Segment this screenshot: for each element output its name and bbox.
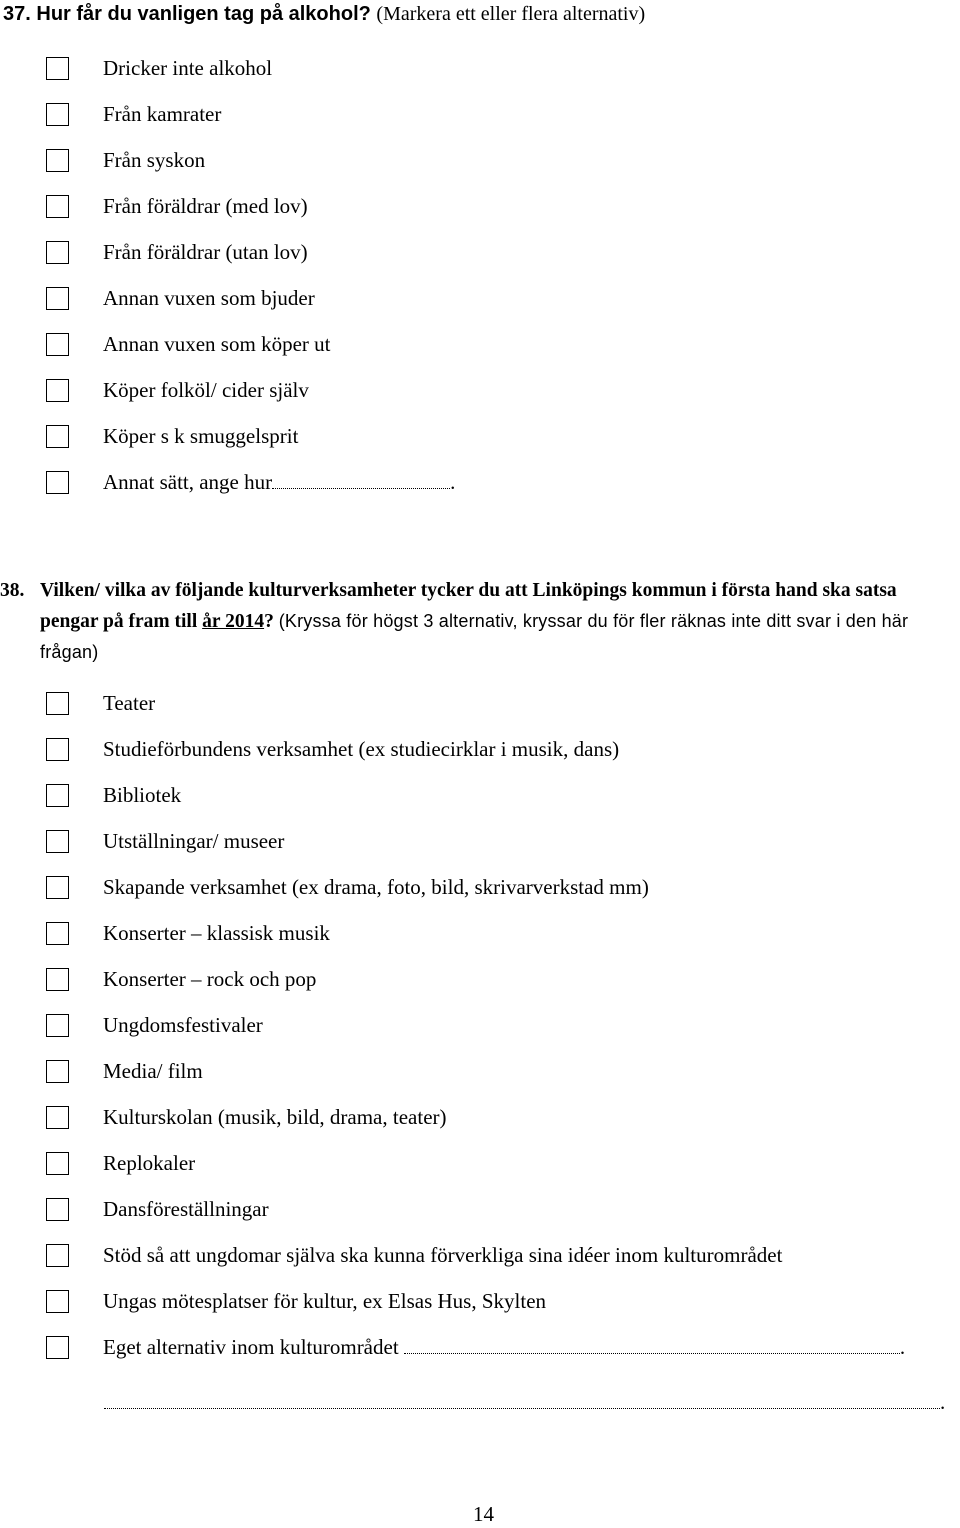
option-row[interactable] [46, 100, 222, 128]
option-label: Dansföreställningar [103, 1197, 269, 1221]
question-37-text: Hur får du vanligen tag på alkohol? [36, 3, 371, 25]
option-row[interactable] [46, 192, 308, 220]
checkbox[interactable] [46, 287, 69, 310]
question-38-number: 38. [0, 580, 25, 601]
option-row[interactable] [46, 1195, 269, 1223]
option-row[interactable] [46, 146, 206, 174]
option-row[interactable] [46, 468, 456, 496]
checkbox[interactable] [46, 195, 69, 218]
option-row[interactable] [46, 330, 331, 358]
option-row[interactable] [46, 873, 649, 901]
question-37-hint: (Markera ett eller flera alternativ) [376, 3, 646, 25]
option-label: Media/ film [103, 1059, 203, 1083]
option-row[interactable] [46, 919, 330, 947]
option-label: Från föräldrar (utan lov) [103, 240, 308, 264]
checkbox[interactable] [46, 692, 69, 715]
option-label: Ungas mötesplatser för kultur, ex Elsas Hus, Skylten [103, 1289, 547, 1313]
question-38-year: år 2014 [202, 611, 265, 632]
option-label: Annan vuxen som bjuder [103, 286, 315, 310]
option-label: Konserter – klassisk musik [103, 921, 330, 945]
checkbox[interactable] [46, 149, 69, 172]
checkbox[interactable] [46, 922, 69, 945]
answer-line[interactable] [104, 1390, 940, 1409]
checkbox[interactable] [46, 968, 69, 991]
option-row[interactable] [46, 284, 315, 312]
option-row[interactable] [46, 965, 317, 993]
option-row[interactable] [46, 1287, 547, 1315]
option-row[interactable] [46, 54, 273, 82]
question-37-number: 37. [3, 3, 31, 25]
option-label: Dricker inte alkohol [103, 56, 273, 80]
option-label: Konserter – rock och pop [103, 967, 317, 991]
option-label: Teater [103, 691, 156, 715]
checkbox[interactable] [46, 1336, 69, 1359]
option-label: Studieförbundens verksamhet (ex studiecirklar i musik, dans) [103, 737, 620, 761]
checkbox[interactable] [46, 425, 69, 448]
option-row[interactable] [46, 1057, 203, 1085]
page-number: 14 [473, 1502, 494, 1526]
answer-line-end: . [450, 470, 456, 494]
checkbox[interactable] [46, 1106, 69, 1129]
checkbox[interactable] [46, 379, 69, 402]
option-label-other [103, 468, 455, 496]
checkbox[interactable] [46, 1244, 69, 1267]
option-label: Skapande verksamhet (ex drama, foto, bild, skrivarverkstad mm) [103, 875, 649, 899]
checkbox[interactable] [46, 1152, 69, 1175]
checkbox[interactable] [46, 1014, 69, 1037]
question-37-title [3, 0, 645, 28]
option-label: Ungdomsfestivaler [103, 1013, 263, 1037]
option-row[interactable] [46, 1333, 906, 1361]
checkbox[interactable] [46, 1290, 69, 1313]
answer-line[interactable] [272, 470, 450, 489]
option-row[interactable] [46, 689, 156, 717]
option-row[interactable] [46, 781, 182, 809]
option-row[interactable] [46, 238, 308, 266]
option-row[interactable] [46, 376, 309, 404]
option-row[interactable] [46, 827, 285, 855]
option-label-text: Eget alternativ inom kulturområdet [103, 1335, 399, 1359]
checkbox[interactable] [46, 1060, 69, 1083]
option-row[interactable] [46, 422, 299, 450]
checkbox[interactable] [46, 830, 69, 853]
option-row[interactable] [46, 1103, 447, 1131]
option-label: Från föräldrar (med lov) [103, 194, 308, 218]
checkbox[interactable] [46, 103, 69, 126]
checkbox[interactable] [46, 333, 69, 356]
option-label: Kulturskolan (musik, bild, drama, teater) [103, 1105, 447, 1129]
option-row[interactable] [46, 1241, 783, 1269]
question-38-qmark: ? [264, 611, 274, 632]
question-38-text: Vilken/ vilka av följande kulturverksamheter tycker du att Linköpings kommun i första hand ska satsa pengar på fram till [40, 580, 897, 632]
option-label-text: Annat sätt, ange hur [103, 470, 273, 494]
option-label: Replokaler [103, 1151, 196, 1175]
option-label: Annan vuxen som köper ut [103, 332, 331, 356]
checkbox[interactable] [46, 876, 69, 899]
answer-continuation-line[interactable] [104, 1388, 945, 1416]
option-label: Bibliotek [103, 783, 182, 807]
answer-line-end: . [899, 1335, 906, 1359]
checkbox[interactable] [46, 471, 69, 494]
option-label: Köper folköl/ cider själv [103, 378, 309, 402]
checkbox[interactable] [46, 1198, 69, 1221]
option-label-other [103, 1333, 905, 1361]
option-label: Från syskon [103, 148, 206, 172]
checkbox[interactable] [46, 784, 69, 807]
question-38-hint: (Kryssa för högst 3 alternativ, kryssar du för fler räknas inte ditt svar i den här frågan) [40, 611, 909, 662]
option-row[interactable] [46, 1149, 196, 1177]
question-38-title [0, 576, 955, 668]
option-row[interactable] [46, 1011, 263, 1039]
checkbox[interactable] [46, 57, 69, 80]
answer-line-end: . [940, 1390, 946, 1414]
checkbox[interactable] [46, 241, 69, 264]
option-row[interactable] [46, 735, 620, 763]
checkbox[interactable] [46, 738, 69, 761]
option-label: Utställningar/ museer [103, 829, 285, 853]
option-label: Från kamrater [103, 102, 222, 126]
option-label: Stöd så att ungdomar själva ska kunna förverkliga sina idéer inom kulturområdet [103, 1243, 783, 1267]
answer-line[interactable] [404, 1335, 900, 1354]
option-label: Köper s k smuggelsprit [103, 424, 299, 448]
